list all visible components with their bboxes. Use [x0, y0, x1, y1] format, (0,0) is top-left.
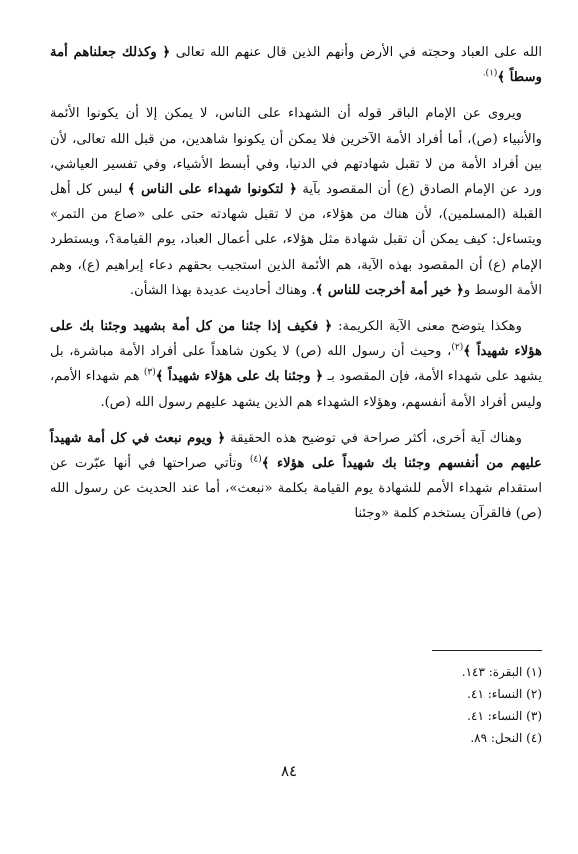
paragraph-1 [50, 40, 542, 90]
paragraph-1-text-1: الله على العباد وحجته في الأرض وأنهم الذين قال عنهم الله تعالى [170, 45, 543, 60]
page-number: ٨٤ [280, 762, 298, 780]
footnote-2: (٢) النساء: ٤١. [467, 687, 542, 701]
footnote-ref-4: (٤) [249, 454, 262, 465]
footnote-4: (٤) النحل: ٨٩. [470, 731, 542, 745]
footnote-divider [432, 650, 542, 651]
footnote-3: (٣) النساء: ٤١. [467, 709, 542, 723]
paragraph-4-text-2: وتأتي صراحتها في أنها عبّرت عن استقدام شهداء الأمم للشهادة يوم القيامة بكلمة «نبعث»، أما عند الحديث عن رسول الله (ص) فالقرآن يستخدم كلمة «وجئنا [50, 456, 542, 522]
quran-verse-nabath: ﴿ ويوم نبعث في كل أمة شهيداً عليهم من أنفسهم وجئنا بك شهيداً على هؤلاء ﴾ [50, 430, 542, 472]
paragraph-4 [50, 426, 542, 527]
paragraph-3 [50, 314, 542, 415]
page-body [50, 40, 542, 527]
footnote-ref-2: (٢) [451, 342, 464, 353]
paragraph-2-text-2: ليس كل أهل القبلة (المسلمين)، لأن هناك من هؤلاء، من لا تقبل شهادته حتى على «صاع من التمر» ويتساءل: كيف يمكن أن تقبل شهادة مثل هؤلاء، على أعمال العباد، يوم القيامة؟، ويستطرد الإمام (ع) أن المقصود بهذه الآية، هم الأئمة الذين استجيب بحقهم دعاء إبراهيم (ع)، وهم الأمة الوسط و [50, 182, 542, 298]
footnote-ref-1: (١). [482, 68, 498, 79]
quran-verse-jiina: ﴿ وجئنا بك على هؤلاء شهيداً ﴾ [155, 369, 324, 385]
paragraph-2-text-1: ويروى عن الإمام الباقر قوله أن الشهداء على الناس، لا يمكن إلا أن يكونوا الأئمة والأنبياء (ص)، أما أفراد الأمة الآخرين فلا يمكن أن يكونوا شاهدين، من قبل الله تعالى، لأن بين أفراد الأمة من لا تقبل شهادتهم في الدنيا، وفي أبسط الأشياء، وفي تفسير العياشي، ورد عن الإمام الصادق (ع) أن المقصود بآية [50, 106, 543, 198]
paragraph-3-text-2: ، وحيث أن رسول الله (ص) لا يكون شاهداً على أفراد الأمة مباشرة، بل يشهد على شهداء الأمة، فإن المقصود بـ [50, 344, 542, 385]
quran-verse-wasat: ﴿ وكذلك جعلناهم أمة وسطاً ﴾ [50, 45, 542, 86]
paragraph-2-text-3: . وهناك أحاديث عديدة بهذا الشأن. [129, 282, 316, 298]
quran-verse-kayfa: ﴿ فكيف إذا جئنا من كل أمة بشهيد وجئنا بك على هؤلاء شهيداً ﴾ [50, 319, 542, 360]
quran-verse-shuhada: ﴿ لتكونوا شهداء على الناس ﴾ [127, 182, 298, 198]
paragraph-4-text-1: وهناك آية أخرى، أكثر صراحة في توضيح هذه الحقيقة [225, 430, 522, 446]
paragraph-2 [50, 101, 542, 303]
footnote-1: (١) البقرة: ١٤٣. [461, 665, 542, 679]
paragraph-3-text-1: وهكذا يتوضح معنى الآية الكريمة: [332, 319, 522, 335]
footnote-ref-3: (٣) [143, 368, 156, 379]
footnotes [50, 650, 542, 749]
quran-verse-khayr-umma: ﴿ خير أمة أخرجت للناس ﴾ [315, 282, 464, 298]
paragraph-3-text-3: هم شهداء الأمم، وليس أفراد الأمة أنفسهم، وهؤلاء الشهداء هم الذين يشهد عليهم رسول الله (ص). [50, 369, 542, 410]
